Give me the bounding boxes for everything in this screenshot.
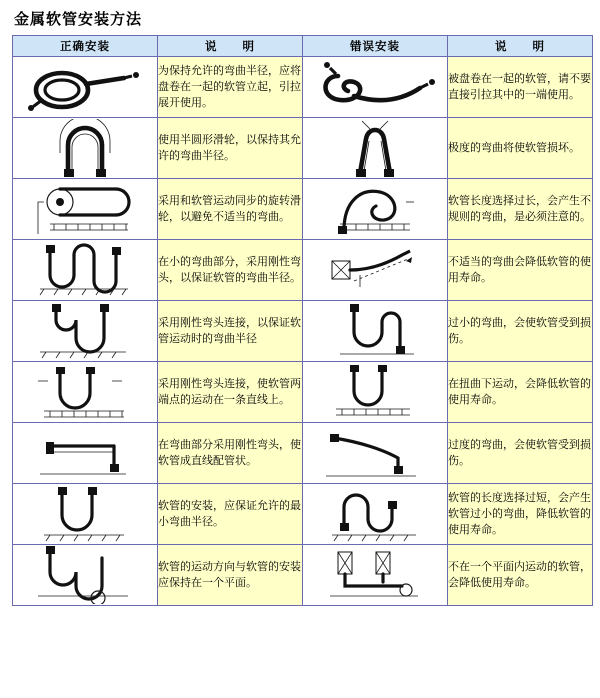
table-row — [13, 484, 593, 545]
table-row — [13, 301, 593, 362]
figure-straight-line-motion — [13, 362, 158, 423]
figure-sync-pulley — [13, 179, 158, 240]
desc-correct: 在小的弯曲部分，采用刚性弯头，以保证软管的弯曲半径。 — [158, 240, 303, 301]
page-title: 金属软管安装方法 — [14, 10, 143, 28]
header-correct-install: 正确安装 — [13, 36, 158, 57]
figure-rigid-elbow-small-bend — [13, 240, 158, 301]
desc-wrong: 被盘卷在一起的软管，请不要直接引拉其中的一端使用。 — [448, 57, 593, 118]
table-row — [13, 362, 593, 423]
desc-correct: 为保持允许的弯曲半径，应将盘卷在一起的软管立起，引拉展开使用。 — [158, 57, 303, 118]
figure-same-plane-motion — [13, 545, 158, 606]
figure-excess-length — [303, 484, 448, 545]
figure-rigid-elbow-straight-pipe — [13, 423, 158, 484]
figure-sharp-bend — [303, 118, 448, 179]
figure-different-plane-motion — [303, 545, 448, 606]
desc-correct: 软管的安装，应保证允许的最小弯曲半径。 — [158, 484, 303, 545]
desc-wrong: 不适当的弯曲会降低软管的使用寿命。 — [448, 240, 593, 301]
hose-installation-table — [12, 35, 593, 606]
figure-irregular-loop — [303, 179, 448, 240]
table-row — [13, 57, 593, 118]
header-wrong-desc: 说 明 — [448, 36, 593, 57]
desc-wrong: 极度的弯曲将使软管损坏。 — [448, 118, 593, 179]
desc-correct: 采用刚性弯头连接，以保证软管运动时的弯曲半径 — [158, 301, 303, 362]
desc-correct: 采用和软管运动同步的旋转滑轮，以避免不适当的弯曲。 — [158, 179, 303, 240]
figure-rigid-elbow-connection — [13, 301, 158, 362]
desc-wrong: 软管的长度选择过短，会产生软管过小的弯曲，降低软管的使用寿命。 — [448, 484, 593, 545]
desc-wrong: 不在一个平面内运动的软管，会降低使用寿命。 — [448, 545, 593, 606]
figure-hose-coil-pulled — [303, 57, 448, 118]
desc-correct: 软管的运动方向与软管的安装应保持在一个平面。 — [158, 545, 303, 606]
figure-improper-bend — [303, 240, 448, 301]
desc-wrong: 软管长度选择过长，会产生不规则的弯曲，是必须注意的。 — [448, 179, 593, 240]
figure-over-bend — [303, 423, 448, 484]
header-correct-desc: 说 明 — [158, 36, 303, 57]
desc-wrong: 过度的弯曲，会使软管受到损伤。 — [448, 423, 593, 484]
desc-correct: 在弯曲部分采用刚性弯头，使软管成直线配管状。 — [158, 423, 303, 484]
figure-semicircle-guide — [13, 118, 158, 179]
figure-too-small-bend — [303, 301, 448, 362]
figure-hose-coil-flat — [13, 57, 158, 118]
header-wrong-install: 错误安装 — [303, 36, 448, 57]
desc-wrong: 过小的弯曲，会使软管受到损伤。 — [448, 301, 593, 362]
table-row — [13, 545, 593, 606]
desc-correct: 使用半圆形滑轮，以保持其允许的弯曲半径。 — [158, 118, 303, 179]
table-row — [13, 179, 593, 240]
desc-wrong: 在扭曲下运动，会降低软管的使用寿命。 — [448, 362, 593, 423]
table-row — [13, 118, 593, 179]
table-row — [13, 240, 593, 301]
desc-correct: 采用刚性弯头连接，使软管两端点的运动在一条直线上。 — [158, 362, 303, 423]
figure-twist-motion — [303, 362, 448, 423]
table-row — [13, 423, 593, 484]
table-header-row — [13, 36, 593, 57]
figure-min-bend-radius — [13, 484, 158, 545]
